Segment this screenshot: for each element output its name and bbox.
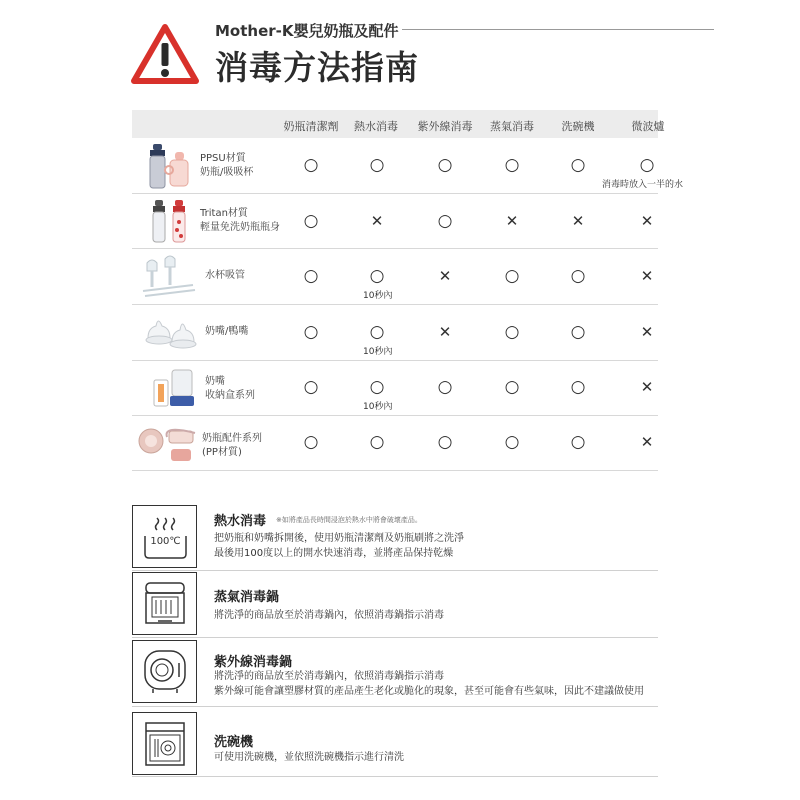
mark-cell: ○ [303,322,319,342]
mark-cell: ○ [437,211,453,231]
tritan-bottle-image [150,198,190,244]
product-name-ppsu-line2: 奶瓶/吸吸杯 [200,167,254,178]
teat-image [140,312,200,352]
header-divider [402,29,714,30]
ppsu-bottle-image [140,142,195,190]
dishwasher-desc-1: 可使用洗碗機，並依照洗碗機指示進行清洗 [214,752,404,763]
hot-water-warning: ※如將產品長時間浸泡於熱水中將會破壞產品。 [276,516,422,524]
method-divider [132,776,658,777]
mark-cell: ✕ [505,212,519,230]
mark-cell: ✕ [640,267,654,285]
product-name-storage-line1: 奶嘴 [205,376,225,387]
mark-cell: ✕ [370,212,384,230]
column-header-uv: 紫外線消毒 [417,120,473,133]
mark-note: 消毒時放入一半的水 [602,180,684,190]
mark-cell: ✕ [640,378,654,396]
product-name-storage-line2: 收納盒系列 [205,390,255,401]
column-header-dishwasher: 洗碗機 [561,120,595,133]
page-title: 消毒方法指南 [215,48,419,87]
mark-cell: ○ [437,155,453,175]
product-name-ppsu-line1: PPSU材質 [200,153,246,164]
hot-water-temp-label: 100℃ [150,536,181,547]
mark-cell: ○ [303,432,319,452]
mark-cell: ○ [369,322,385,342]
row-divider [132,304,658,305]
uv-desc-2: 紫外線可能會讓塑膠材質的產品產生老化或脆化的現象，甚至可能會有些氣味，因此不建議做使用 [214,686,644,697]
mark-cell: ○ [369,266,385,286]
column-header-microwave: 微波爐 [631,120,665,133]
mark-cell: ○ [570,322,586,342]
mark-cell: ✕ [438,323,452,341]
column-header-detergent: 奶瓶清潔劑 [283,120,339,133]
steam-sterilizer-icon [144,581,186,627]
row-divider [132,193,658,194]
row-divider [132,470,658,471]
mark-cell: ○ [303,155,319,175]
mark-cell: ○ [570,155,586,175]
mark-cell: ○ [570,266,586,286]
hot-water-icon-box [132,505,197,568]
product-name-tritan-line1: Tritan材質 [200,208,248,219]
row-divider [132,360,658,361]
uv-desc-1: 將洗淨的商品放至於消毒鍋內，依照消毒鍋指示消毒 [214,671,444,682]
uv-sterilizer-icon [143,649,187,695]
column-header-steam: 蒸氣消毒 [490,120,534,133]
mark-cell: ○ [504,432,520,452]
column-header-hot-water: 熱水消毒 [354,120,398,133]
steam-desc-1: 將洗淨的商品放至於消毒鍋內，依照消毒鍋指示消毒 [214,610,444,621]
mark-cell: ○ [303,266,319,286]
mark-cell: ○ [570,432,586,452]
product-name-tritan-line2: 輕量免洗奶瓶瓶身 [200,222,280,233]
mark-cell: ○ [504,322,520,342]
mark-cell: ○ [369,432,385,452]
row-divider [132,248,658,249]
mark-cell: ○ [369,155,385,175]
product-name-teat: 奶嘴/鴨嘴 [205,326,249,337]
mark-cell: ○ [437,432,453,452]
mark-cell: ✕ [640,212,654,230]
uv-icon-box [132,640,197,703]
mark-note: 10秒內 [363,291,393,301]
product-name-straw: 水杯吸管 [205,270,245,281]
mark-cell: ○ [504,266,520,286]
mark-note: 10秒內 [363,347,393,357]
teat-storage-image [150,366,198,412]
hot-water-title: 熱水消毒 [214,514,267,529]
method-divider [132,570,658,571]
dishwasher-title: 洗碗機 [214,735,254,750]
mark-cell: ○ [369,377,385,397]
mark-cell: ✕ [640,323,654,341]
method-divider [132,706,658,707]
mark-cell: ○ [570,377,586,397]
mark-cell: ○ [504,155,520,175]
mark-cell: ✕ [640,433,654,451]
straw-image [137,255,199,299]
mark-cell: ○ [303,211,319,231]
warning-icon [130,23,200,85]
mark-cell: ○ [437,377,453,397]
method-divider [132,637,658,638]
mark-cell: ○ [639,155,655,175]
product-name-accessory-line2: (PP材質) [202,447,242,458]
dishwasher-icon [144,721,186,767]
hot-water-desc-2: 最後用100度以上的開水快速消毒，並將產品保持乾燥 [214,548,454,559]
mark-cell: ○ [303,377,319,397]
brand-title: Mother-K嬰兒奶瓶及配件 [215,22,399,40]
mark-note: 10秒內 [363,402,393,412]
product-name-accessory-line1: 奶瓶配件系列 [202,433,262,444]
mark-cell: ○ [504,377,520,397]
steam-icon-box [132,572,197,635]
hot-water-desc-1: 把奶瓶和奶嘴拆開後，使用奶瓶清潔劑及奶瓶刷將之洗淨 [214,533,464,544]
uv-title: 紫外線消毒鍋 [214,655,293,670]
mark-cell: ✕ [438,267,452,285]
mark-cell: ✕ [571,212,585,230]
steam-title: 蒸氣消毒鍋 [214,590,280,605]
accessory-image [135,423,199,467]
row-divider [132,415,658,416]
dishwasher-icon-box [132,712,197,775]
